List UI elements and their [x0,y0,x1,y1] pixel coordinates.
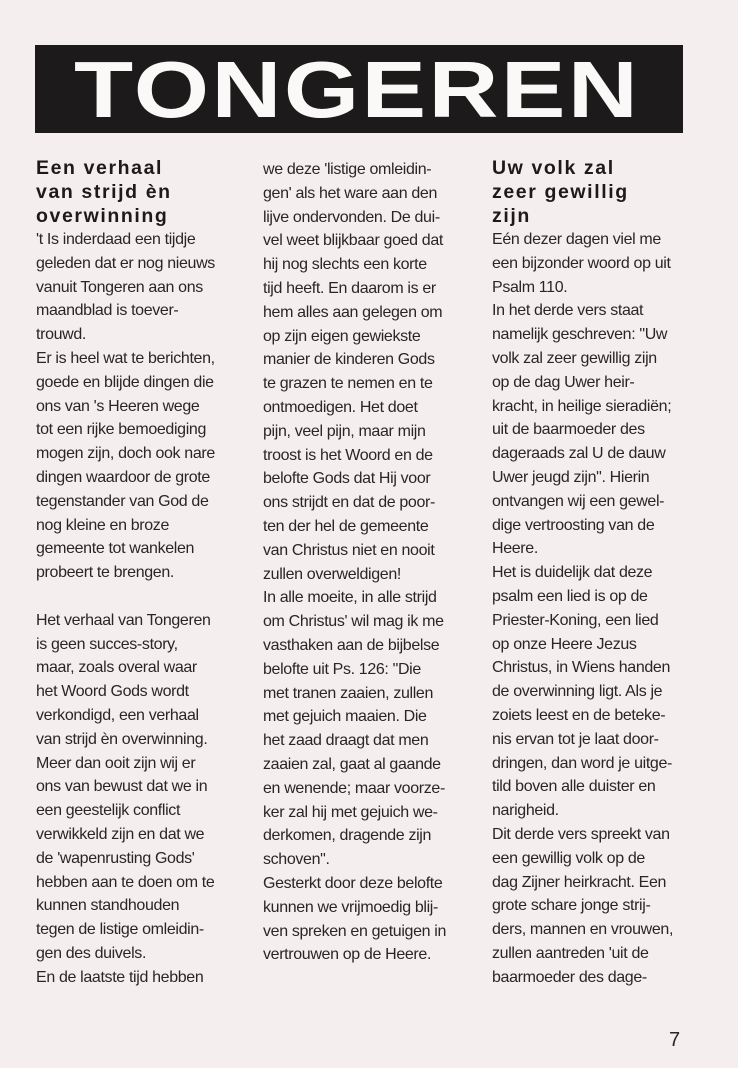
body-text-line: gen' als het ware aan den [263,184,437,202]
body-text-line: een bijzonder woord op uit [492,254,671,272]
body-text-line: we deze 'listige omleidin- [263,161,432,178]
body-text-line: Psalm 110. [492,278,568,296]
body-text-line: nis ervan tot je laat door- [492,730,659,748]
body-text-line: een gewillig volk op de [492,849,645,867]
body-text-line: Gesterkt door deze belofte [263,874,443,892]
body-text-line: volk zal zeer gewillig zijn [492,349,657,367]
body-text-line: lijve ondervonden. De dui- [263,208,440,226]
body-text-line: goede en blijde dingen die [36,373,214,391]
body-text-line: en wenende; maar voorze- [263,779,445,797]
body-text-line: verkondigd, een verhaal [36,706,199,724]
body-text-line: zoiets leest en de beteke- [492,706,666,724]
body-text-line: ontmoedigen. Het doet [263,398,418,416]
body-text-line: hebben aan te doen om te [36,873,215,891]
body-text-line: mogen zijn, doch ook nare [36,445,215,463]
body-text-line: derkomen, dragende zijn [263,827,432,845]
body-text-line: verwikkeld zijn en dat we [36,825,205,843]
body-text-line: ons van 's Heeren wege [36,397,200,415]
article-heading-line: overwinning [36,205,169,227]
body-text-line: geleden dat er nog nieuws [36,254,215,272]
body-text-line: In het derde vers staat [492,302,644,320]
body-text-line: gemeente tot wankelen [36,540,195,558]
body-text-line: Het is duidelijk dat deze [492,564,653,582]
page-title: TONGEREN [74,45,641,134]
body-text-line: ontvangen wij een gewel- [492,492,665,510]
body-text-line: ons strijdt en dat de poor- [263,494,435,512]
body-text-line: Uwer jeugd zijn". Hierin [492,468,650,486]
body-text-line: nog kleine en broze [36,516,170,534]
body-text-line: op zijn eigen gewiekste [263,327,421,345]
body-text-line: Eén dezer dagen viel me [492,231,661,248]
body-text-line: met tranen zaaien, zullen [263,684,434,702]
body-text-line: ons van bewust dat we in [36,778,208,796]
body-text-line: op de dag Uwer heir- [492,373,635,391]
body-text-line: vasthaken aan de bijbelse [263,636,440,654]
body-text-line: tijd heeft. En daarom is er [263,279,436,297]
body-text-line: baarmoeder des dage- [492,968,647,986]
body-text-line: namelijk geschreven: "Uw [492,326,668,344]
body-text-line: maandblad is toever- [36,302,179,320]
body-text-line: zaaien zal, gaat al gaande [263,755,441,773]
column-2 [263,158,478,967]
body-text-line: ker zal hij met gejuich we- [263,803,438,821]
body-text-line: is geen succes-story, [36,635,178,653]
body-text-line: met gejuich maaien. Die [263,708,427,726]
body-text-line: tegen de listige omleidin- [36,921,204,939]
body-text-line: Priester-Koning, een lied [492,611,659,629]
body-text-line: trouwd. [36,326,87,344]
column-3 [492,156,707,990]
body-text-line: manier de kinderen Gods [263,351,435,369]
body-text-line: Dit derde vers spreekt van [492,825,670,843]
body-text-line: het Woord Gods wordt [36,683,189,701]
body-text-line: van strijd èn overwinning. [36,730,208,748]
article-heading-line: zeer gewillig [492,181,629,203]
body-text-line: pijn, veel pijn, maar mijn [263,422,426,440]
body-text-line: Meer dan ooit zijn wij er [36,754,196,772]
body-text-line: narigheid. [492,802,559,820]
body-text-line: de overwinning ligt. Als je [492,683,663,701]
body-text-line: gen des duivels. [36,944,147,962]
body-text-line: te grazen te nemen en te [263,375,433,393]
body-text-line: zullen aantreden 'uit de [492,944,649,962]
body-text-line: kunnen we vrijmoedig blij- [263,898,438,916]
body-text-line: uit de baarmoeder des [492,421,645,439]
body-text-line: vel weet blijkbaar goed dat [263,232,444,250]
body-text-line: belofte uit Ps. 126: "Die [263,660,421,678]
body-text-line: dringen, dan word je uitge- [492,754,673,772]
body-text-line: Het verhaal van Tongeren [36,611,211,629]
body-text-line: tot een rijke bemoediging [36,421,207,439]
body-text-line: kunnen standhouden [36,897,180,915]
body-text-line: ders, mannen en vrouwen, [492,921,674,939]
paragraph-gap [36,585,251,609]
body-text-line: tegenstander van God de [36,492,209,510]
column-1 [36,156,251,990]
body-text-line: hem alles aan gelegen om [263,303,443,321]
body-text-line: dageraads zal U de dauw [492,445,666,463]
body-text-line: op onze Heere Jezus [492,635,637,653]
body-text-line: maar, zoals overal waar [36,659,197,677]
body-text-line: een geestelijk conflict [36,802,181,820]
body-text-line: dag Zijner heirkracht. Een [492,873,667,891]
article-heading-line: zijn [492,205,531,227]
body-text-line: En de laatste tijd hebben [36,968,204,986]
body-text-line: Heere. [492,540,538,558]
body-text-line: ten der hel de gemeente [263,517,429,535]
body-text-line: 't Is inderdaad een tijdje [36,231,196,248]
body-text-line: zullen overweldigen! [263,565,401,583]
body-text-line: vertrouwen op de Heere. [263,946,432,964]
article-heading-line: van strijd èn [36,181,172,203]
body-text-line: dige vertroosting van de [492,516,655,534]
body-text-line: ven spreken en getuigen in [263,922,447,940]
body-text-line: vanuit Tongeren aan ons [36,278,203,296]
body-text-line: Er is heel wat te berichten, [36,349,215,367]
body-text-line: om Christus' wil mag ik me [263,613,444,631]
body-text-line: In alle moeite, in alle strijd [263,589,437,607]
body-text-line: psalm een lied is op de [492,587,648,605]
body-text-line: grote schare jonge strij- [492,897,651,915]
body-text-line: kracht, in heilige sieradiën; [492,397,672,415]
body-text-line: de 'wapenrusting Gods' [36,849,195,867]
body-text-line: schoven". [263,851,330,869]
body-text-line: Christus, in Wiens handen [492,659,671,677]
body-text-line: hij nog slechts een korte [263,256,427,274]
body-text-line: tild boven alle duister en [492,778,656,796]
body-text-line: dingen waardoor de grote [36,468,210,486]
body-text-line: probeert te brengen. [36,564,174,582]
body-text-line: belofte Gods dat Hij voor [263,470,431,488]
page-number: 7 [669,1029,681,1051]
body-text-line: van Christus niet en nooit [263,541,435,559]
body-text-line: het zaad draagt dat men [263,732,429,750]
body-text-line: troost is het Woord en de [263,446,433,464]
article-heading-line: Een verhaal [36,157,164,179]
article-heading-line: Uw volk zal [492,157,615,179]
